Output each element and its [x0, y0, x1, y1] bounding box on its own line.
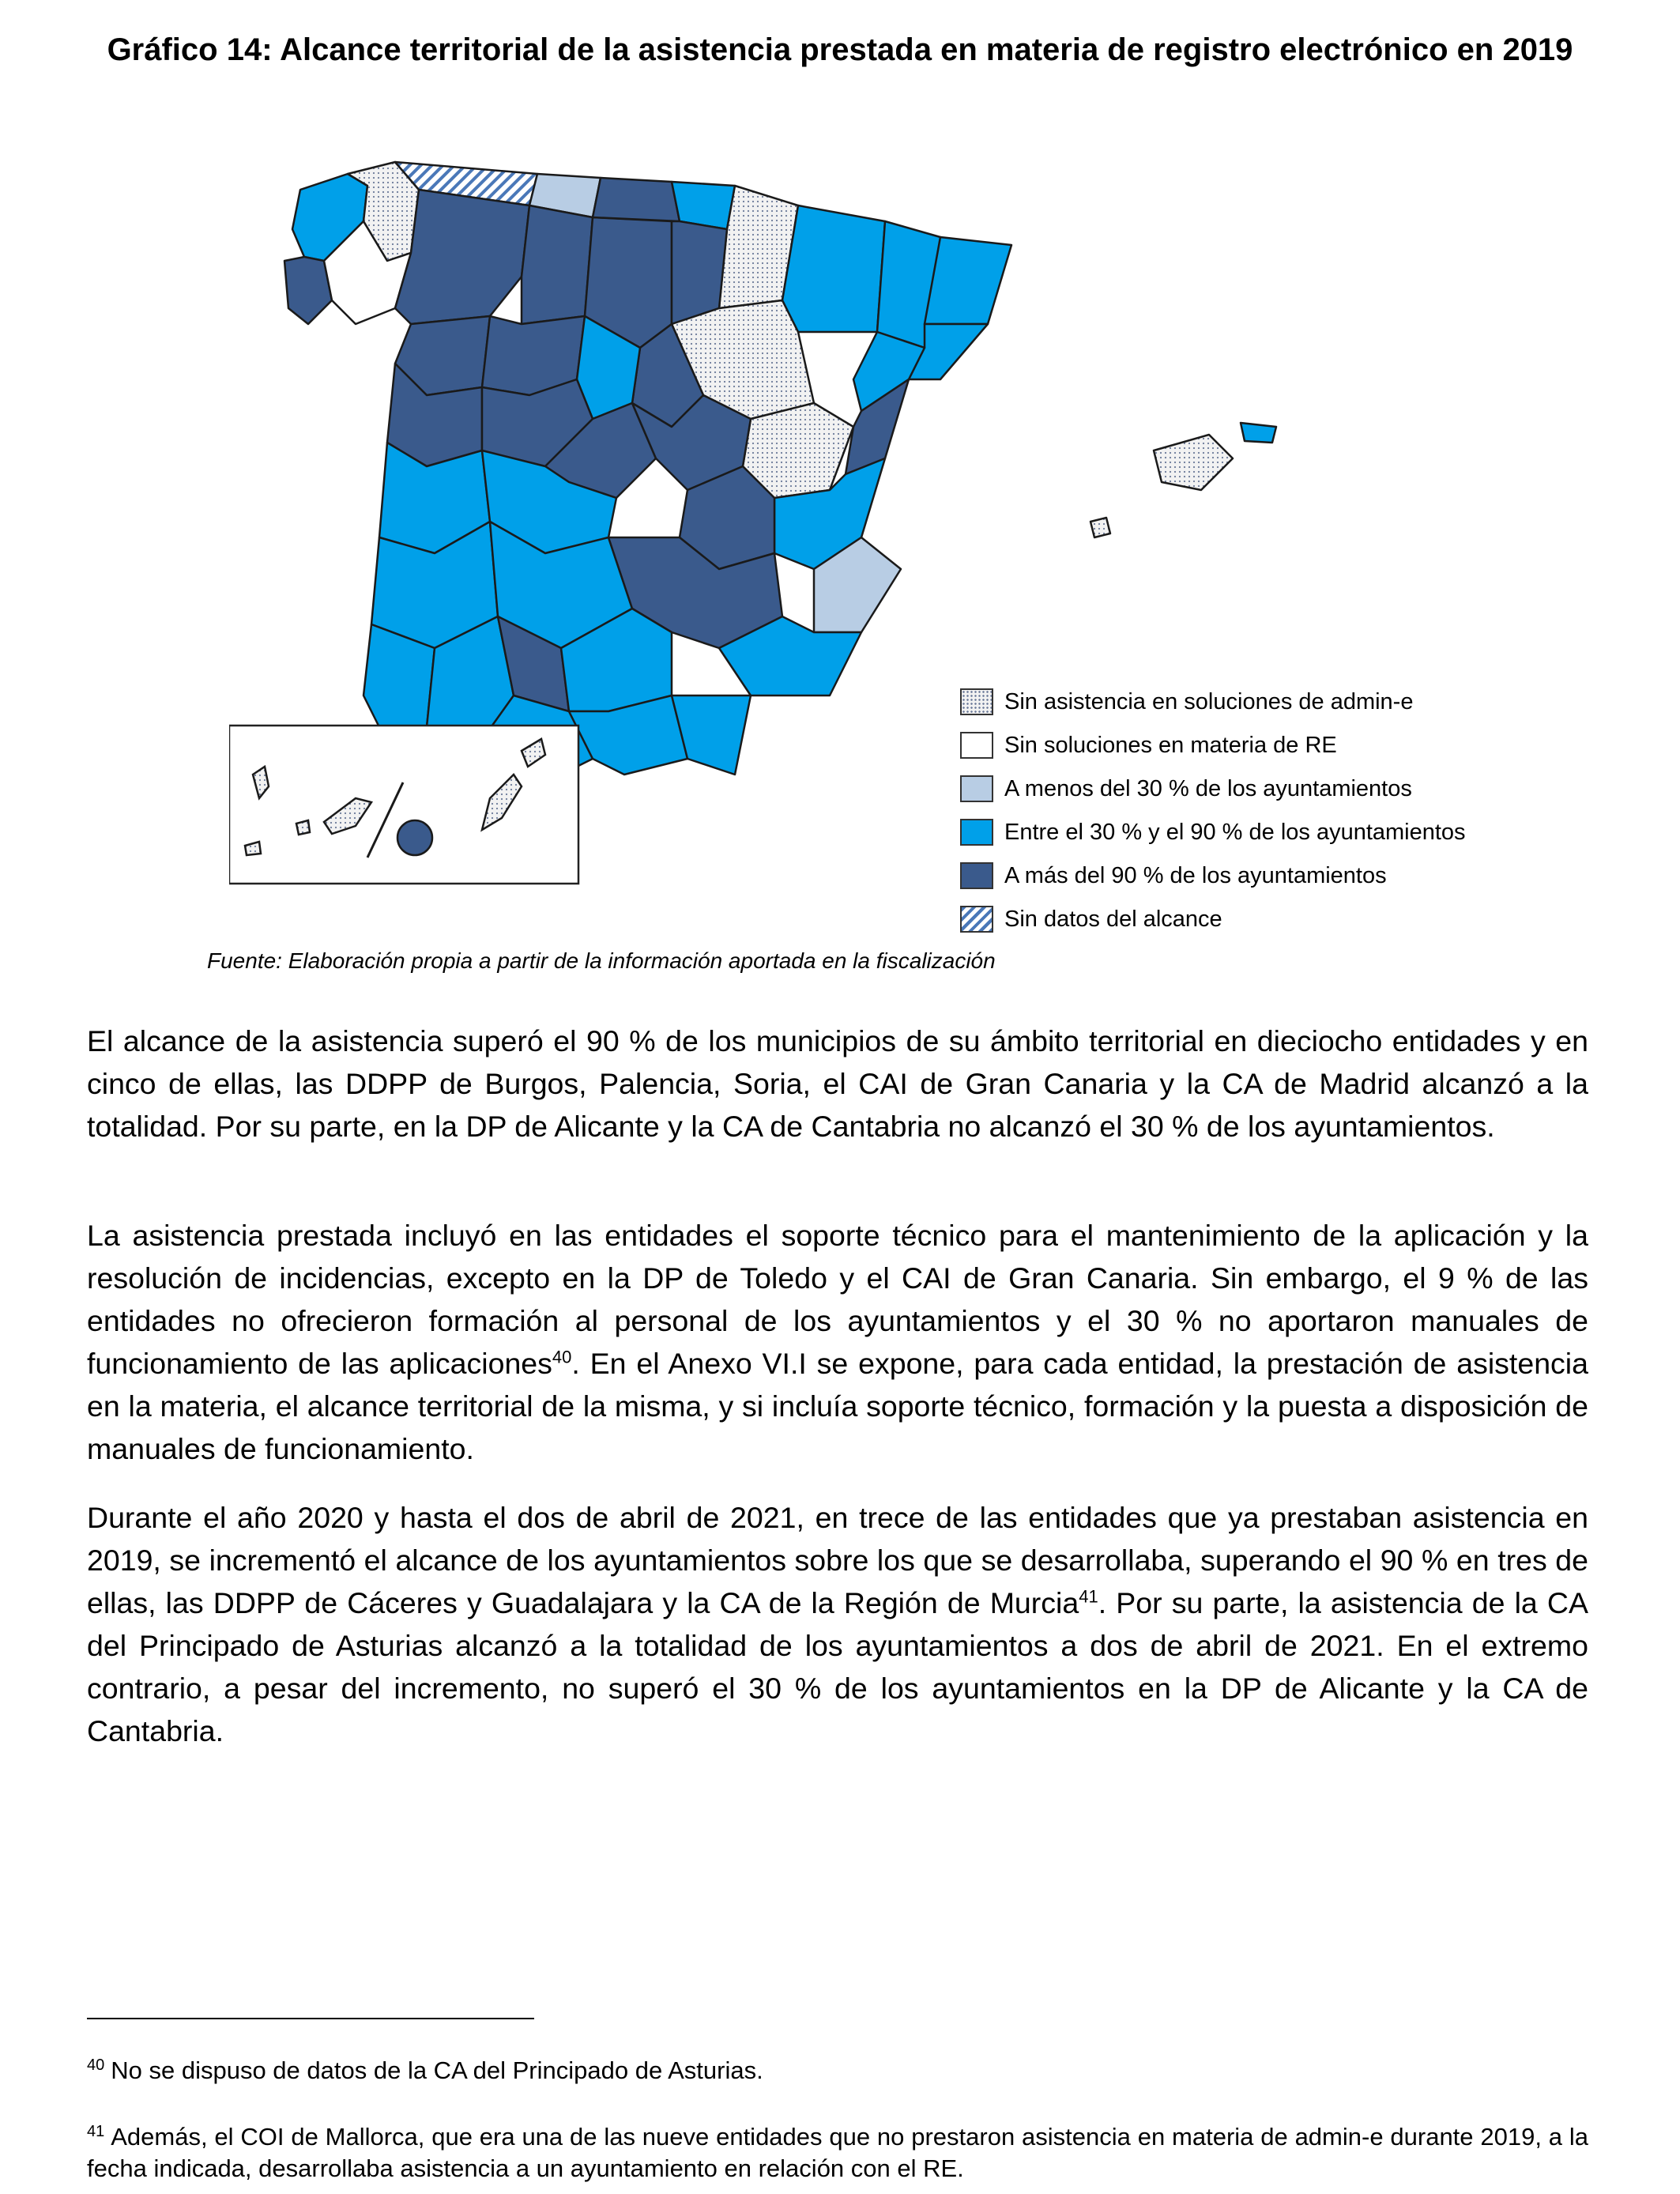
paragraph-text: . Por su parte, la asistencia de la CA del Principado de Asturias alcanzó a la totalidad de los ayuntamientos a dos de abril de 2021. En el extremo contrario, a pesar del incremento, no superó el 30 % de los ayuntamientos en la DP de Alicante y la CA de Cantabria.: [87, 1586, 1588, 1747]
footnote: [87, 2121, 1588, 2185]
island-gran-canaria: [397, 820, 432, 855]
legend-label: Entre el 30 % y el 90 % de los ayuntamientos: [1004, 819, 1466, 845]
region-palencia: [522, 205, 593, 324]
legend-swatch-dark-blue: [960, 862, 993, 889]
legend-item: [960, 810, 1466, 854]
region-mallorca: [1154, 435, 1233, 490]
legend-label: Sin soluciones en materia de RE: [1004, 732, 1337, 758]
paragraph: El alcance de la asistencia superó el 90 % de los municipios de su ámbito territorial en dieciocho entidades y en cinco de ellas, las DDPP de Burgos, Palencia, Soria, el CAI de Gran Canaria y la CA de Madrid alcanzó a la totalidad. Por su parte, en la DP de Alicante y la CA de Cantabria no alcanzó el 30 % de los ayuntamientos.: [87, 1024, 1588, 1143]
region-huesca: [782, 205, 885, 332]
footnote: [87, 2055, 1588, 2087]
legend-label: Sin asistencia en soluciones de admin-e: [1004, 688, 1414, 714]
legend-item: [960, 767, 1466, 810]
legend-item: [960, 854, 1466, 897]
footnote-number: 41: [87, 2122, 105, 2140]
paragraph: [87, 1496, 1588, 1752]
legend-swatch-blue: [960, 819, 993, 846]
region-menorca: [1241, 423, 1276, 443]
region-almeria: [672, 696, 751, 775]
legend-label: A más del 90 % de los ayuntamientos: [1004, 862, 1387, 888]
legend-item: [960, 897, 1466, 941]
footnote-ref[interactable]: 40: [552, 1347, 572, 1367]
legend: [960, 680, 1466, 941]
paragraph-text: Durante el año 2020 y hasta el dos de abril de 2021, en trece de las entidades que ya prestaban asistencia en 2019, se incrementó el alcance de los ayuntamientos sobre los que se desarrollaba, superando el 90 % en tres de ellas, las DDPP de Cáceres y Guadalajara y la CA de la Región de Murcia: [87, 1501, 1588, 1619]
legend-item: [960, 680, 1466, 723]
legend-swatch-light-blue: [960, 775, 993, 802]
region-ibiza: [1090, 518, 1110, 537]
region-girona: [925, 237, 1011, 324]
legend-swatch-dotted: [960, 688, 993, 715]
footnote-text: Además, el COI de Mallorca, que era una de las nueve entidades que no prestaron asistencia en materia de admin-e durante 2019, a la fecha indicada, desarrollaba asistencia a un ayuntamiento en relación con el RE.: [87, 2123, 1588, 2182]
legend-label: A menos del 30 % de los ayuntamientos: [1004, 775, 1412, 801]
legend-item: [960, 723, 1466, 767]
footnote-text: No se dispuso de datos de la CA del Principado de Asturias.: [111, 2056, 763, 2084]
figure-source: Fuente: Elaboración propia a partir de la información aportada en la fiscalización: [207, 948, 996, 973]
legend-label: Sin datos del alcance: [1004, 906, 1222, 932]
island-la-gomera: [296, 820, 310, 835]
chart-title: Gráfico 14: Alcance territorial de la asistencia prestada en materia de registro electrónico en 2019: [107, 32, 1573, 67]
footnote-divider: [87, 2018, 534, 2019]
paragraph: [87, 1214, 1588, 1470]
paragraph-text: . En el Anexo VI.I se expone, para cada entidad, la prestación de asistencia en la materia, el alcance territorial de la misma, y si incluía soporte técnico, formación y la puesta a disposición de manuales de funcionamiento.: [87, 1347, 1588, 1465]
legend-swatch-white: [960, 732, 993, 759]
legend-swatch-hatched: [960, 906, 993, 933]
footnote-number: 40: [87, 2056, 105, 2074]
footnote-ref[interactable]: 41: [1079, 1586, 1098, 1607]
paragraph-text: La asistencia prestada incluyó en las entidades el soporte técnico para el mantenimiento de la aplicación y la resolución de incidencias, excepto en la DP de Toledo y el CAI de Gran Canaria. Sin embargo, el 9 % de las entidades no ofrecieron formación al personal de los ayuntamientos y el 30 % no aportaron manuales de funcionamiento de las aplicaciones: [87, 1219, 1588, 1380]
region-vizcaya: [593, 178, 680, 221]
